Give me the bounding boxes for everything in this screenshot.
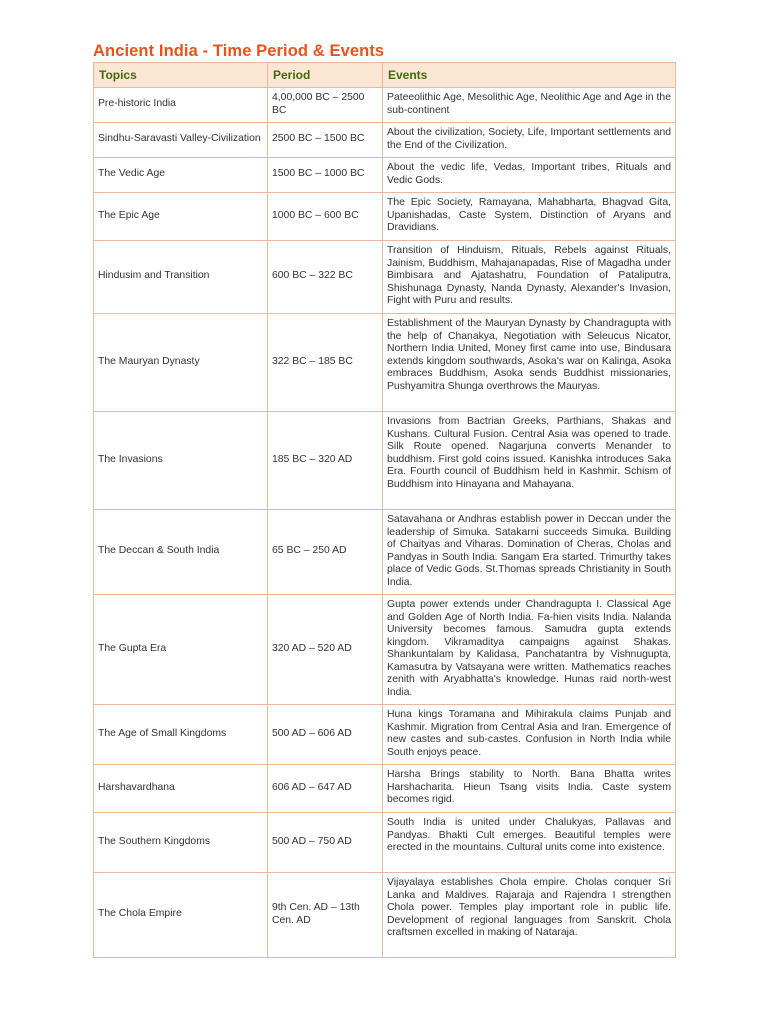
topic-cell: The Epic Age [94,193,268,241]
table-row [94,510,676,595]
events-cell: Establishment of the Mauryan Dynasty by Chandragupta with the help of Chanakya, Negotiation with Seleucus Nicator, Northern India United, Money first came into use, Bindusara extends kingdom southwards, Asoka's war on Kalinga, Asoka embraces Buddhism, Asoka sends Buddhist missionaries, Pushyamitra Shunga overthrows the Mauryas. [383,314,676,412]
period-cell: 500 AD – 606 AD [268,705,383,765]
table-row [94,765,676,813]
topic-cell: Harshavardhana [94,765,268,813]
table-row [94,88,676,123]
page-title: Ancient India - Time Period & Events [93,42,385,60]
topic-cell: The Age of Small Kingdoms [94,705,268,765]
events-cell: About the vedic life, Vedas, Important tribes, Rituals and Vedic Gods. [383,158,676,193]
events-cell: Harsha Brings stability to North. Bana Bhatta writes Harshacharita. Hieun Tsang visits India. Caste system becomes rigid. [383,765,676,813]
topic-cell: The Invasions [94,412,268,510]
table-row [94,595,676,705]
period-cell: 500 AD – 750 AD [268,813,383,873]
period-cell: 320 AD – 520 AD [268,595,383,705]
table-row [94,314,676,412]
topic-cell: Hindusim and Transition [94,241,268,314]
period-cell: 4,00,000 BC – 2500 BC [268,88,383,123]
topic-cell: The Southern Kingdoms [94,813,268,873]
period-cell: 1000 BC – 600 BC [268,193,383,241]
period-cell: 322 BC – 185 BC [268,314,383,412]
column-header-events: Events [383,63,676,88]
table-row [94,705,676,765]
table-row [94,193,676,241]
period-cell: 2500 BC – 1500 BC [268,123,383,158]
events-cell: About the civilization, Society, Life, Important settlements and the End of the Civilization. [383,123,676,158]
column-header-period: Period [268,63,383,88]
column-header-topics: Topics [94,63,268,88]
events-cell: South India is united under Chalukyas, Pallavas and Pandyas. Bhakti Cult emerges. Beautiful temples were erected in the mountains. Cultural units come into existence. [383,813,676,873]
events-cell: Invasions from Bactrian Greeks, Parthians, Shakas and Kushans. Cultural Fusion. Central Asia was opened to trade. Silk Route opened. Nagarjuna converts Menander to buddhism. First gold coins issued. Kanishka introduces Saka Era. Fourth council of Buddhism held in Kashmir. Schism of Buddhism into Hinayana and Mahayana. [383,412,676,510]
topic-cell: Pre-historic India [94,88,268,123]
table-row [94,813,676,873]
events-cell: The Epic Society, Ramayana, Mahabharta, Bhagvad Gita, Upanishadas, Caste System, Distinction of Aryans and Dravidians. [383,193,676,241]
period-cell: 9th Cen. AD – 13th Cen. AD [268,873,383,958]
period-cell: 1500 BC – 1000 BC [268,158,383,193]
events-cell: Vijayalaya establishes Chola empire. Cholas conquer Sri Lanka and Maldives. Rajaraja and Rajendra I strengthen Chola power. Temples play important role in public life. Development of regional languages from Sanskrit. Chola craftsmen excelled in making of Nataraja. [383,873,676,958]
table-row [94,241,676,314]
table-row [94,873,676,958]
topic-cell: Sindhu-Saravasti Valley-Civilization [94,123,268,158]
events-cell: Pateeolithic Age, Mesolithic Age, Neolithic Age and Age in the sub-continent [383,88,676,123]
topic-cell: The Gupta Era [94,595,268,705]
table-header-row [94,63,676,88]
topic-cell: The Mauryan Dynasty [94,314,268,412]
period-cell: 185 BC – 320 AD [268,412,383,510]
events-cell: Satavahana or Andhras establish power in Deccan under the leadership of Simuka. Satakarni succeeds Simuka. Building of Chaityas and Viharas. Domination of Cheras, Cholas and Pandyas in South India. Sangam Era started. Trimurthy takes place of Vedic Gods. St.Thomas spreads Christianity in South India. [383,510,676,595]
events-table [93,62,676,958]
table-row [94,158,676,193]
period-cell: 65 BC – 250 AD [268,510,383,595]
topic-cell: The Chola Empire [94,873,268,958]
events-cell: Huna kings Toramana and Mihirakula claims Punjab and Kashmir. Migration from Central Asia and Iran. Emergence of new castes and sub-castes. Confusion in North India while South enjoys peace. [383,705,676,765]
period-cell: 606 AD – 647 AD [268,765,383,813]
events-cell: Gupta power extends under Chandragupta I. Classical Age and Golden Age of North India. Fa-hien visits India. Nalanda University becomes famous. Samudra gupta extends kingdom. Vikramaditya campaigns against Shakas. Shankuntalam by Kalidasa, Panchatantra by Vishnugupta, Kamasutra by Vatsayana were written. Mathematics reaches zenith with Aryabhatta's knowledge. Hunas raid north-west India. [383,595,676,705]
table-row [94,123,676,158]
events-cell: Transition of Hinduism, Rituals, Rebels against Rituals, Jainism, Buddhism, Mahajanapadas, Rise of Magadha under Bimbisara and Ajatashatru, Foundation of Pataliputra, Shishunaga Dynasty, Nanda Dynasty, Alexander's Invasion, Fight with Puru and results. [383,241,676,314]
topic-cell: The Vedic Age [94,158,268,193]
period-cell: 600 BC – 322 BC [268,241,383,314]
table-row [94,412,676,510]
topic-cell: The Deccan & South India [94,510,268,595]
